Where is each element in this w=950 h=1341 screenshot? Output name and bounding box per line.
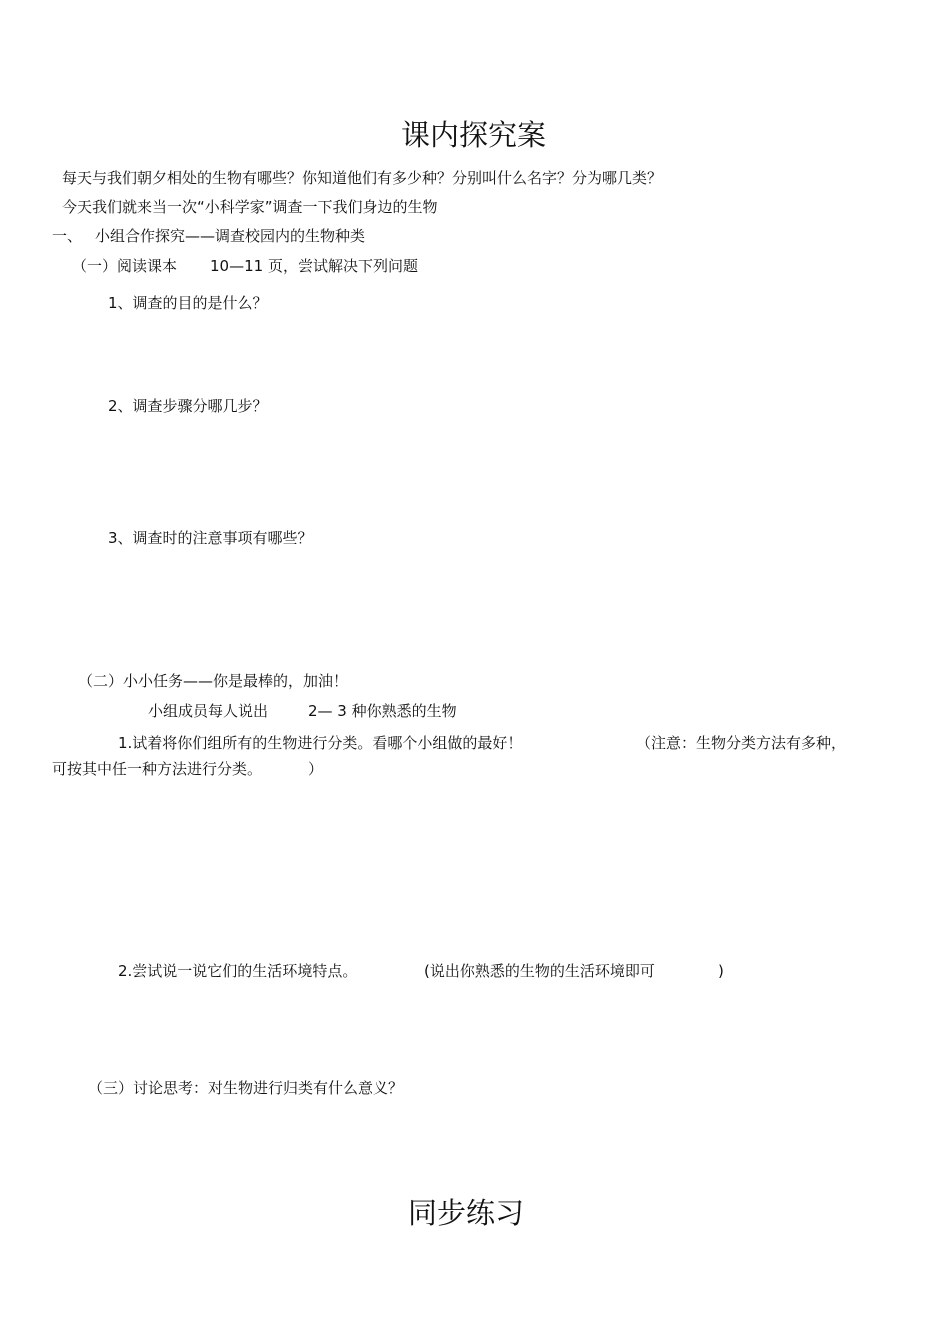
task-item-1-note-cont: 可按其中任一种方法进行分类。 [52, 760, 263, 778]
section-heading: 小组合作探究——调查校园内的生物种类 [95, 227, 366, 245]
task-item-1-note: （注意：生物分类方法有多种， [636, 734, 847, 752]
part-3-heading: （三）讨论思考：对生物进行归类有什么意义？ [88, 1079, 404, 1097]
practice-title: 同步练习 [408, 1196, 525, 1230]
task-text-a: 小组成员每人说出 [148, 702, 269, 720]
task-item-1-note-close: ） [308, 760, 324, 778]
task-item-2: 2.尝试说一说它们的生活环境特点。 [118, 962, 358, 980]
intro-line-2: 今天我们就来当一次“小科学家”调查一下我们身边的生物 [62, 198, 438, 216]
part-1-label: （一）阅读课本 [72, 257, 178, 275]
task-item-1: 1.试着将你们组所有的生物进行分类。看哪个小组做的最好！ [118, 734, 523, 752]
page-title: 课内探究案 [401, 118, 547, 152]
task-text-b: 2— 3 种你熟悉的生物 [308, 702, 457, 720]
section-marker: 一、 [52, 227, 83, 245]
task-item-2-note-close: ) [718, 962, 724, 980]
question-1: 1、调查的目的是什么？ [108, 294, 268, 312]
task-item-2-note: (说出你熟悉的生物的生活环境即可 [424, 962, 655, 980]
intro-line-1: 每天与我们朝夕相处的生物有哪些？你知道他们有多少种？分别叫什么名字？分为哪几类？ [62, 169, 663, 187]
part-2-heading: （二）小小任务——你是最棒的，加油！ [78, 672, 349, 690]
part-1-pages: 10—11 页，尝试解决下列问题 [210, 257, 418, 275]
question-2: 2、调查步骤分哪几步？ [108, 397, 268, 415]
question-3: 3、调查时的注意事项有哪些？ [108, 529, 313, 547]
